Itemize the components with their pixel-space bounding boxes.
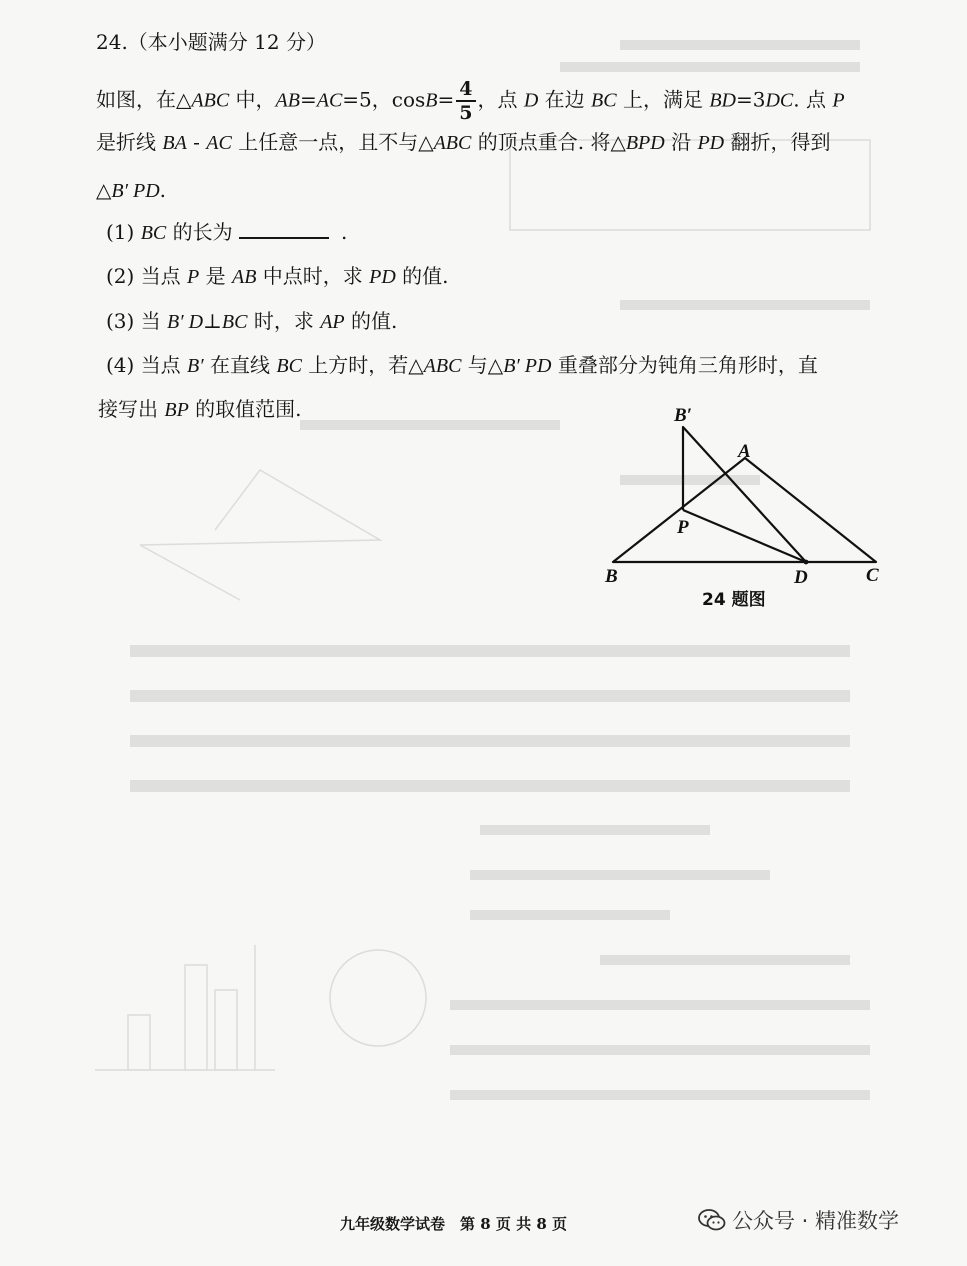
math-var: BC bbox=[221, 311, 248, 333]
math-var: ABC bbox=[191, 89, 230, 112]
subquestion-2 bbox=[106, 262, 449, 291]
watermark-text: 公众号 · 精准数学 bbox=[732, 1209, 900, 1233]
math-var: BD bbox=[709, 89, 736, 112]
page-footer: 九年级数学试卷 第 8 页 共 8 页 bbox=[340, 1215, 567, 1233]
text-run: (4) 当点 bbox=[106, 353, 188, 377]
subquestion-4-line-2 bbox=[98, 395, 302, 424]
fraction-four-fifths bbox=[456, 78, 475, 124]
triangle-abc bbox=[613, 458, 876, 562]
fraction-numerator: 4 bbox=[456, 78, 475, 102]
math-var: DC bbox=[765, 89, 794, 112]
text-run: 接写出 bbox=[98, 397, 165, 421]
text-run: (1) bbox=[106, 220, 141, 244]
math-var: AC bbox=[206, 132, 232, 154]
math-var: BC bbox=[140, 222, 167, 244]
subquestion-3 bbox=[106, 307, 397, 336]
text-run: 的顶点重合. 将△ bbox=[471, 130, 626, 154]
text-run: = bbox=[299, 87, 317, 112]
text-run: 如图，在△ bbox=[96, 87, 192, 112]
segment-pd bbox=[683, 510, 806, 562]
math-var: B′ PD bbox=[503, 355, 552, 377]
text-run: =5，cos bbox=[342, 87, 426, 112]
math-var: BPD bbox=[625, 132, 665, 154]
text-run: = bbox=[437, 87, 455, 112]
account-watermark bbox=[698, 1205, 899, 1235]
math-var: ABC bbox=[433, 132, 472, 154]
text-run: ⊥ bbox=[203, 309, 222, 333]
geometry-figure bbox=[590, 395, 900, 615]
fraction-denominator: 5 bbox=[459, 102, 473, 124]
math-var: PD bbox=[369, 266, 396, 288]
math-var: BP bbox=[164, 399, 189, 421]
subquestion-4-line-1 bbox=[106, 351, 818, 380]
text-run: . bbox=[334, 220, 348, 244]
text-run: 上方时，若△ bbox=[301, 353, 424, 377]
text-run: . 点 bbox=[793, 87, 833, 112]
text-run: 时，求 bbox=[247, 309, 321, 333]
text-run: 上，满足 bbox=[616, 87, 710, 112]
problem-statement-line-1 bbox=[96, 78, 845, 124]
label-d: D bbox=[794, 567, 808, 588]
text-run: (2) 当点 bbox=[106, 264, 188, 288]
text-run: △ bbox=[96, 178, 112, 202]
math-var: D bbox=[523, 89, 539, 112]
math-var: B bbox=[425, 89, 438, 112]
text-run: 的长为 bbox=[166, 220, 233, 244]
text-run: 翻折，得到 bbox=[724, 130, 831, 154]
text-run: 与△ bbox=[461, 353, 504, 377]
text-run: 的取值范围. bbox=[188, 397, 302, 421]
wechat-icon bbox=[698, 1208, 726, 1232]
math-var: P bbox=[187, 266, 200, 288]
math-var: B′ PD bbox=[111, 180, 160, 202]
text-run: 是折线 bbox=[96, 130, 163, 154]
label-c: C bbox=[866, 565, 879, 586]
math-var: B′ D bbox=[167, 311, 204, 333]
text-run: 在直线 bbox=[203, 353, 277, 377]
math-var: B′ bbox=[187, 355, 204, 377]
text-run: 上任意一点，且不与△ bbox=[231, 130, 434, 154]
math-var: ABC bbox=[423, 355, 462, 377]
math-var: BC bbox=[591, 89, 617, 112]
problem-statement-line-3 bbox=[96, 176, 166, 205]
text-run: 是 bbox=[199, 264, 232, 288]
text-run: 在边 bbox=[538, 87, 592, 112]
question-number-score: 24.（本小题满分 12 分） bbox=[96, 30, 326, 54]
text-run: 中， bbox=[229, 87, 276, 112]
label-b-prime: B′ bbox=[674, 405, 693, 426]
text-run: . bbox=[159, 178, 167, 202]
label-p: P bbox=[677, 517, 689, 538]
label-b: B bbox=[605, 566, 618, 587]
answer-blank[interactable] bbox=[239, 219, 329, 239]
question-header bbox=[96, 28, 326, 56]
problem-statement-line-2 bbox=[96, 128, 830, 157]
math-var: AC bbox=[316, 89, 343, 112]
math-var: BC bbox=[276, 355, 302, 377]
text-run: 的值. bbox=[395, 264, 449, 288]
text-run: 的值. bbox=[344, 309, 398, 333]
math-var: PD bbox=[697, 132, 725, 154]
math-var: AB bbox=[231, 266, 257, 288]
subquestion-1 bbox=[106, 218, 347, 247]
text-run: 中点时，求 bbox=[256, 264, 370, 288]
math-var: AB bbox=[275, 89, 300, 112]
label-a: A bbox=[738, 441, 751, 462]
text-run: (3) 当 bbox=[106, 309, 168, 333]
text-run: =3 bbox=[736, 87, 766, 112]
text-run: ，点 bbox=[477, 87, 524, 112]
text-run: - bbox=[186, 130, 207, 154]
math-var: BA bbox=[162, 132, 187, 154]
text-run: 重叠部分为钝角三角形时，直 bbox=[551, 353, 818, 377]
math-var: AP bbox=[320, 311, 345, 333]
figure-caption: 24 题图 bbox=[702, 590, 766, 610]
point-D-marker bbox=[804, 560, 809, 565]
text-run: 沿 bbox=[664, 130, 698, 154]
math-var: P bbox=[832, 89, 845, 112]
